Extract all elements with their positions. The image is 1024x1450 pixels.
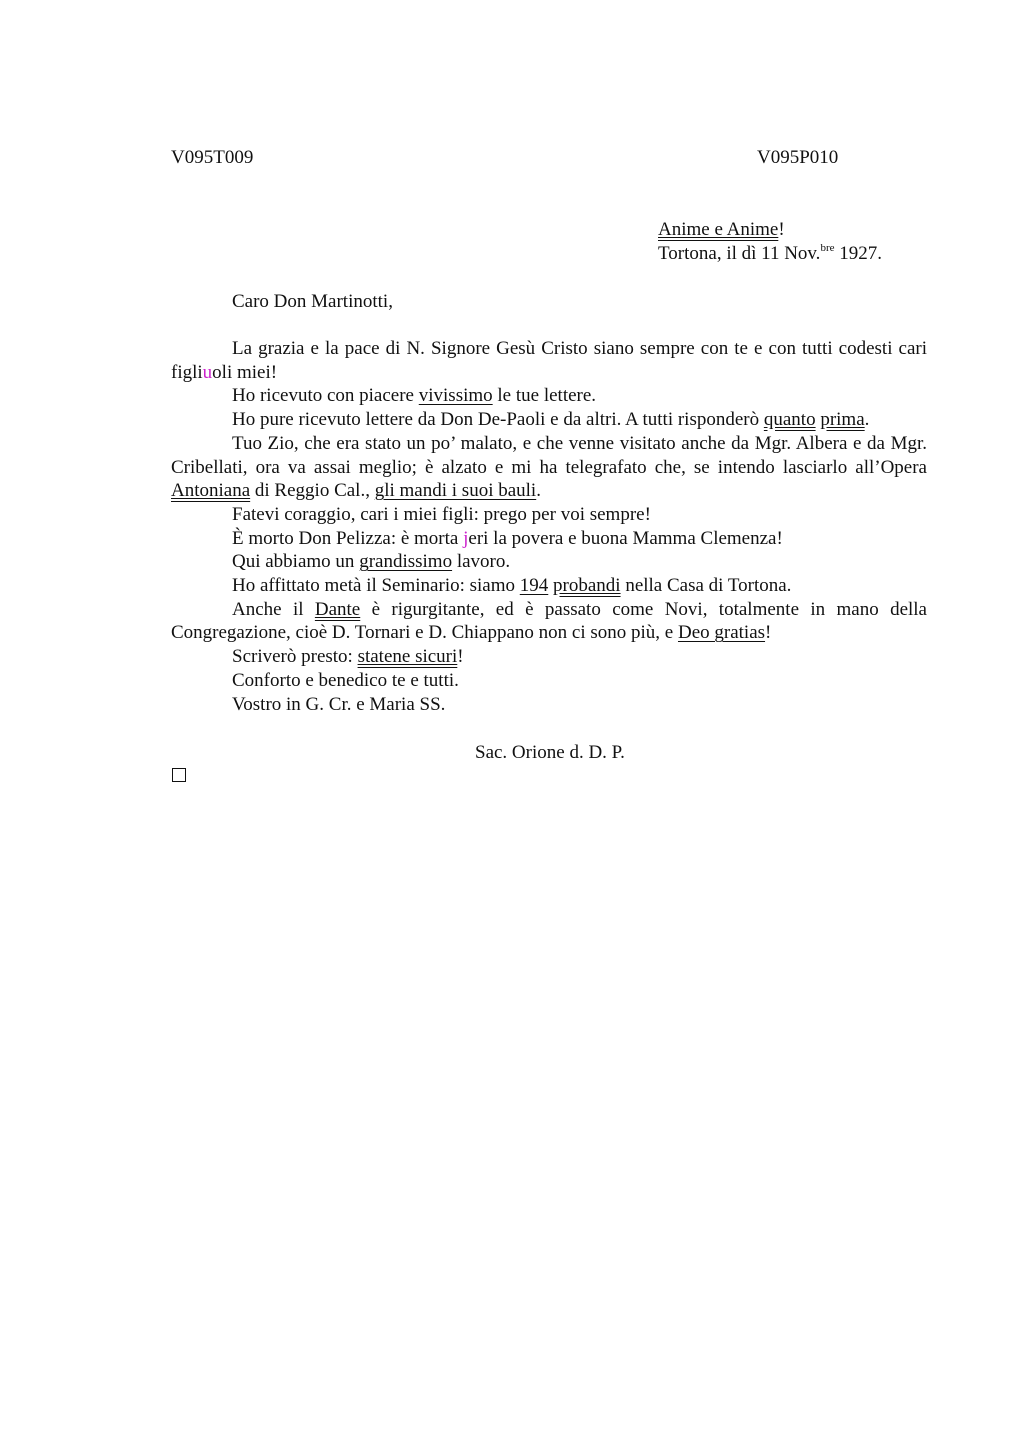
paragraph-4 [171, 432, 927, 503]
paragraph-10-text-end: ! [457, 646, 464, 668]
paragraph-2 [171, 384, 927, 408]
paragraph-4-text-end: . [536, 480, 541, 502]
document-code-right: V095P010 [757, 147, 839, 168]
paragraph-8-text-end: nella Casa di Tortona. [620, 575, 792, 597]
double-underlined-word: Dante [314, 598, 361, 620]
paragraph-7-text: Qui abbiamo un [232, 551, 360, 573]
paragraph-3-text-end: . [864, 409, 870, 431]
paragraph-1 [171, 337, 927, 384]
dateline-superscript: bre [820, 242, 835, 254]
underlined-phrase: Deo gratias [677, 622, 766, 644]
dateline [658, 242, 882, 268]
double-underlined-word: prima [820, 409, 865, 431]
salutation: Caro Don Martinotti, [232, 291, 393, 312]
paragraph-9-text-mid: è rigurgitante, ed è passato come Novi, totalmente in mano della Congregazione, cioè D. Tornari e D. Chiappano non ci sono più, e [171, 598, 927, 644]
correction-mark-j: j [463, 527, 469, 549]
paragraph-8-text: Ho affittato metà il Seminario: siamo [232, 575, 520, 597]
paragraph-5: Fatevi coraggio, cari i miei figli: prego per voi sempre! [232, 503, 651, 525]
paragraph-7-text-end: lavoro. [452, 551, 511, 573]
paragraph-11: Conforto e benedico te e tutti. [232, 669, 459, 691]
document-code-left: V095T009 [171, 147, 254, 168]
paragraph-7 [171, 550, 927, 574]
motto [658, 218, 785, 242]
double-underlined-word: Antoniana [171, 480, 251, 502]
double-underlined-word: quanto [763, 409, 816, 431]
paragraph-1-text: La grazia e la pace di N. Signore Gesù Cristo siano sempre con te e con tutti codesti cari figli [171, 338, 927, 383]
underlined-number: 194 [519, 575, 549, 597]
paragraph-12: Vostro in G. Cr. e Maria SS. [232, 693, 446, 715]
double-underlined-phrase: statene sicuri [357, 646, 458, 668]
paragraph-2-text: Ho ricevuto con piacere [232, 385, 419, 407]
underlined-phrase: gli mandi i suoi bauli [374, 480, 537, 502]
end-box-mark [172, 768, 186, 782]
paragraph-6 [171, 527, 927, 551]
letter-body [171, 337, 927, 716]
underlined-word: grandissimo [359, 551, 453, 573]
paragraph-4-text-mid: di Reggio Cal., [250, 480, 375, 502]
paragraph-2-text-end: le tue lettere. [492, 385, 597, 407]
paragraph-6-text-end: eri la povera e buona Mamma Clemenza! [468, 527, 783, 549]
paragraph-6-text: È morto Don Pelizza: è morta [232, 527, 464, 549]
paragraph-9-text: Anche il [232, 598, 315, 620]
paragraph-10-text: Scriverò presto: [232, 646, 358, 668]
dateline-year: 1927. [834, 243, 882, 264]
correction-mark-u: u [202, 361, 213, 383]
dateline-prefix: Tortona, il dì 11 Nov. [658, 243, 821, 264]
paragraph-4-text: Tuo Zio, che era stato un po’ malato, e che venne visitato anche da Mgr. Albera e da Mgr. Cribellati, ora va assai meglio; è alzato e mi ha telegrafato che, se intendo lasciarlo all’Opera [171, 432, 927, 478]
motto-underlined: Anime e Anime [658, 219, 779, 240]
paragraph-1-text-end: oli miei! [212, 361, 278, 383]
signature: Sac. Orione d. D. P. [475, 742, 625, 763]
paragraph-9-text-end: ! [765, 622, 772, 644]
paragraph-10 [171, 645, 927, 669]
paragraph-8 [171, 574, 927, 598]
underlined-word: vivissimo [418, 385, 493, 407]
paragraph-3 [171, 408, 927, 432]
paragraph-9 [171, 598, 927, 645]
motto-exclaim: ! [778, 219, 785, 240]
double-underlined-word: probandi [553, 575, 621, 597]
paragraph-3-text: Ho pure ricevuto lettere da Don De-Paoli e da altri. A tutti risponderò [232, 409, 764, 431]
